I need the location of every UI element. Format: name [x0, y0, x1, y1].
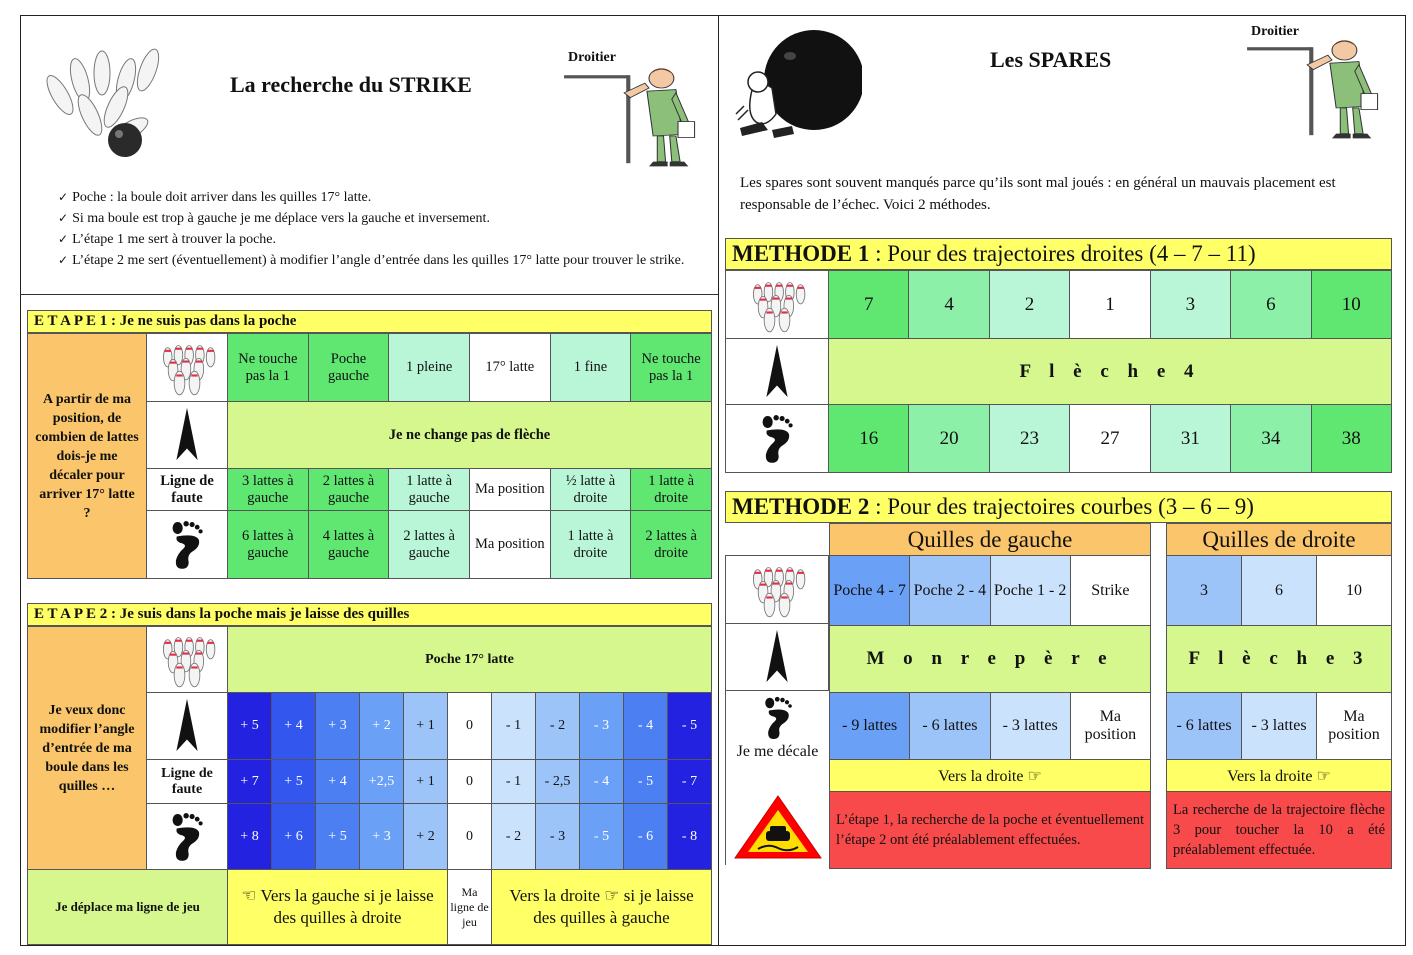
m2-left-feet-cell: - 9 lattes — [830, 693, 910, 760]
m2-left-header: Quilles de gauche — [830, 524, 1151, 556]
etape1-table — [27, 333, 712, 579]
pins-icon — [147, 627, 228, 693]
etape1-feet-cell: 4 lattes à gauche — [308, 511, 389, 579]
etape2-faute-cell: + 1 — [404, 760, 448, 804]
foot-icon — [147, 511, 228, 579]
pins-icon — [725, 555, 829, 624]
etape1-feet-cell: 1 latte à droite — [550, 511, 631, 579]
etape2-faute-cell: 0 — [448, 760, 492, 804]
m2-left-pin-cell: Poche 2 - 4 — [910, 556, 990, 626]
droitier-badge-right — [1245, 20, 1390, 140]
bowling-strike-illustration — [30, 35, 170, 160]
etape1-faute-cell: 2 lattes à gauche — [308, 469, 389, 511]
etape1-header: E T A P E 1 : Je ne suis pas dans la poche — [27, 310, 712, 333]
etape2-left-direction: ☜ Vers la gauche si je laisse des quilles à droite — [228, 870, 448, 945]
etape1-pin-cell: 1 fine — [550, 334, 631, 402]
etape2-faute-cell: - 2,5 — [536, 760, 580, 804]
etape2-faute-cell: +2,5 — [360, 760, 404, 804]
etape2-faute-cell: + 4 — [316, 760, 360, 804]
etape2-header: E T A P E 2 : Je suis dans la poche mais je laisse des quilles — [27, 603, 712, 626]
m2-right-feet-cell: Ma position — [1317, 693, 1392, 760]
m2-left-feet-cell: - 3 lattes — [990, 693, 1070, 760]
foot-icon — [147, 804, 228, 870]
arrow-icon — [147, 693, 228, 760]
etape2-feet-cell: + 5 — [316, 804, 360, 870]
droitier-label: Droitier — [1251, 24, 1299, 39]
etape2-faute-cell: - 1 — [492, 760, 536, 804]
m1-feet-cell: 16 — [829, 405, 909, 473]
etape1-pin-cell: 17° latte — [469, 334, 550, 402]
m1-pin-cell: 6 — [1231, 271, 1311, 339]
etape2-pins-text: Poche 17° latte — [228, 627, 712, 693]
methode1-header: METHODE 1 : Pour des trajectoires droites (4 – 7 – 11) — [725, 238, 1392, 270]
arrow-icon — [147, 402, 228, 469]
etape2-faute-cell: - 4 — [580, 760, 624, 804]
etape2-feet-cell: - 5 — [580, 804, 624, 870]
check-icon: ✓ — [58, 232, 69, 246]
etape1-feet-cell: 2 lattes à droite — [631, 511, 712, 579]
m2-right-note: La recherche de la trajectoire flèche 3 pour toucher la 10 a été préalablement effectuée. — [1167, 792, 1392, 869]
etape2-feet-cell: + 3 — [360, 804, 404, 870]
foot-icon — [725, 691, 829, 789]
m2-left-note: L’étape 1, la recherche de la poche et éventuellement l’étape 2 ont été préalablement effectuées. — [830, 792, 1151, 869]
arrow-icon — [725, 624, 829, 691]
m1-feet-cell: 27 — [1070, 405, 1150, 473]
foot-icon — [726, 405, 829, 473]
etape2-center-label: Ma ligne de jeu — [448, 870, 492, 945]
etape1-faute-cell: 1 latte à gauche — [389, 469, 470, 511]
m2-right-arrow-text: F l è c h e 3 — [1167, 625, 1392, 693]
etape1-arrow-text: Je ne change pas de flèche — [228, 402, 712, 469]
etape1-pin-cell: Poche gauche — [308, 334, 389, 402]
etape1-pin-cell: 1 pleine — [389, 334, 470, 402]
arrow-icon — [726, 339, 829, 405]
etape2-arrow-cell: + 3 — [316, 693, 360, 760]
etape2-table — [27, 626, 712, 945]
m2-left-pin-cell: Strike — [1070, 556, 1150, 626]
m1-pin-cell: 2 — [989, 271, 1069, 339]
m1-feet-cell: 38 — [1311, 405, 1391, 473]
ligne-faute-label: Ligne de faute — [147, 469, 228, 511]
etape2-bottom-label: Je déplace ma ligne de jeu — [28, 870, 228, 945]
etape2-side-label: Je veux donc modifier l’angle d’entrée de ma boule dans les quilles … — [28, 627, 147, 870]
m2-right-feet-cell: - 6 lattes — [1167, 693, 1242, 760]
etape2-feet-cell: + 6 — [272, 804, 316, 870]
m1-pin-cell: 4 — [909, 271, 989, 339]
etape2-feet-cell: - 3 — [536, 804, 580, 870]
m2-icon-column — [725, 555, 829, 865]
etape2-faute-cell: - 5 — [624, 760, 668, 804]
etape2-arrow-cell: + 5 — [228, 693, 272, 760]
m2-right-pin-cell: 6 — [1242, 556, 1317, 626]
etape1-faute-cell: ½ latte à droite — [550, 469, 631, 511]
bullet-item: ✓ Poche : la boule doit arriver dans les quilles 17° latte. — [58, 190, 372, 205]
m1-feet-cell: 20 — [909, 405, 989, 473]
m2-left-feet-cell: - 6 lattes — [910, 693, 990, 760]
etape2-feet-cell: 0 — [448, 804, 492, 870]
methode1-table — [725, 270, 1392, 473]
m2-left-table — [829, 523, 1151, 869]
etape1-pin-cell: Ne touche pas la 1 — [631, 334, 712, 402]
m1-pin-cell: 1 — [1070, 271, 1150, 339]
etape1-feet-cell: 2 lattes à gauche — [389, 511, 470, 579]
m2-left-arrow-text: M o n r e p è r e — [830, 625, 1151, 693]
etape2-faute-cell: + 5 — [272, 760, 316, 804]
etape2-feet-cell: - 6 — [624, 804, 668, 870]
bowling-ball-illustration — [732, 18, 862, 143]
left-title: La recherche du STRIKE — [230, 72, 472, 97]
m2-right-table — [1166, 523, 1392, 869]
m1-feet-cell: 23 — [989, 405, 1069, 473]
etape1-feet-cell: Ma position — [469, 511, 550, 579]
m1-pin-cell: 10 — [1311, 271, 1391, 339]
etape2-feet-cell: + 8 — [228, 804, 272, 870]
etape1-faute-cell: Ma position — [469, 469, 550, 511]
check-icon: ✓ — [58, 190, 69, 204]
ligne-faute-label: Ligne de faute — [147, 760, 228, 804]
pins-icon — [726, 271, 829, 339]
check-icon: ✓ — [58, 211, 69, 225]
m2-left-pin-cell: Poche 4 - 7 — [830, 556, 910, 626]
etape2-feet-cell: + 2 — [404, 804, 448, 870]
etape1-feet-cell: 6 lattes à gauche — [228, 511, 309, 579]
m1-feet-cell: 31 — [1150, 405, 1230, 473]
m2-right-pin-cell: 3 — [1167, 556, 1242, 626]
pins-icon — [147, 334, 228, 402]
etape2-arrow-cell: + 4 — [272, 693, 316, 760]
m2-left-direction: Vers la droite ☞ — [830, 760, 1151, 792]
etape2-arrow-cell: - 5 — [668, 693, 712, 760]
left-bullets — [42, 187, 712, 271]
etape2-arrow-cell: - 1 — [492, 693, 536, 760]
spares-intro: Les spares sont souvent manqués parce qu’ils sont mal joués : en général un mauvais placement est responsable de l’échec. Voici 2 méthodes. — [740, 175, 1336, 213]
etape2-faute-cell: - 7 — [668, 760, 712, 804]
m1-arrow-text: F l è c h e 4 — [829, 339, 1392, 405]
right-title: Les SPARES — [990, 47, 1112, 72]
m2-left-feet-cell: Ma position — [1070, 693, 1150, 760]
etape2-right-direction: Vers la droite ☞ si je laisse des quilles à gauche — [492, 870, 712, 945]
etape2-arrow-cell: + 1 — [404, 693, 448, 760]
etape2-arrow-cell: - 2 — [536, 693, 580, 760]
m2-right-header: Quilles de droite — [1167, 524, 1392, 556]
droitier-badge-left — [562, 48, 707, 168]
etape1-faute-cell: 1 latte à droite — [631, 469, 712, 511]
bullet-item: ✓ L’étape 2 me sert (éventuellement) à modifier l’angle d’entrée dans les quilles 17° latte pour trouver le strike. — [58, 253, 685, 268]
etape2-arrow-cell: + 2 — [360, 693, 404, 760]
m1-feet-cell: 34 — [1231, 405, 1311, 473]
m2-right-direction: Vers la droite ☞ — [1167, 760, 1392, 792]
bullet-item: ✓ Si ma boule est trop à gauche je me déplace vers la gauche et inversement. — [58, 211, 490, 226]
left-divider — [20, 294, 719, 295]
m2-right-feet-cell: - 3 lattes — [1242, 693, 1317, 760]
etape1-faute-cell: 3 lattes à gauche — [228, 469, 309, 511]
m2-decale-label: Je me décale — [736, 743, 819, 760]
methode2-header: METHODE 2 : Pour des trajectoires courbes (3 – 6 – 9) — [725, 491, 1392, 523]
etape2-arrow-cell: - 4 — [624, 693, 668, 760]
etape2-feet-cell: - 2 — [492, 804, 536, 870]
check-icon: ✓ — [58, 253, 69, 267]
etape2-arrow-cell: - 3 — [580, 693, 624, 760]
m2-right-pin-cell: 10 — [1317, 556, 1392, 626]
bullet-item: ✓ L’étape 1 me sert à trouver la poche. — [58, 232, 277, 247]
droitier-label: Droitier — [568, 50, 616, 65]
m2-left-pin-cell: Poche 1 - 2 — [990, 556, 1070, 626]
etape2-feet-cell: - 8 — [668, 804, 712, 870]
etape2-faute-cell: + 7 — [228, 760, 272, 804]
m1-pin-cell: 3 — [1150, 271, 1230, 339]
m1-pin-cell: 7 — [829, 271, 909, 339]
etape1-side-label: A partir de ma position, de combien de lattes dois-je me décaler pour arriver 17° latte ? — [28, 334, 147, 579]
warning-icon — [725, 789, 829, 865]
etape2-arrow-cell: 0 — [448, 693, 492, 760]
etape1-pin-cell: Ne touche pas la 1 — [228, 334, 309, 402]
